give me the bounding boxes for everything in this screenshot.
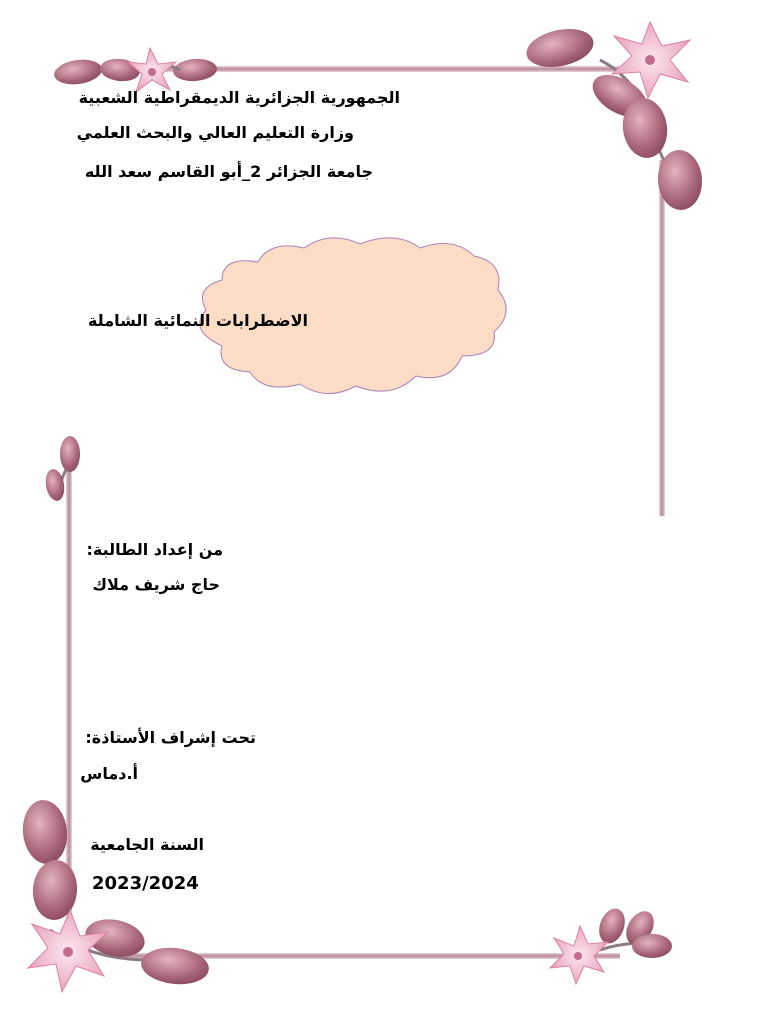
supervisor-label: تحت إشراف الأستاذة: [85, 728, 256, 747]
academic-year-label: السنة الجامعية [90, 835, 204, 854]
country-heading: الجمهورية الجزائرية الديمقراطية الشعبية [78, 88, 400, 107]
ministry-heading: وزارة التعليم العالي والبحث العلمي [76, 123, 354, 142]
frame-right-bar [659, 160, 665, 516]
tulip-icon [43, 436, 80, 502]
supervisor-name: أ.دماس [80, 764, 138, 783]
tulip-icon [595, 905, 672, 958]
tulip-icon [53, 57, 218, 87]
student-name: حاج شريف ملاك [92, 575, 220, 594]
university-heading: جامعة الجزائر 2_أبو القاسم سعد الله [84, 162, 373, 181]
document-title: الاضطرابات النمائية الشاملة [87, 311, 308, 330]
academic-year-value: 2023/2024 [92, 873, 199, 894]
student-label: من إعداد الطالبة: [86, 540, 223, 559]
